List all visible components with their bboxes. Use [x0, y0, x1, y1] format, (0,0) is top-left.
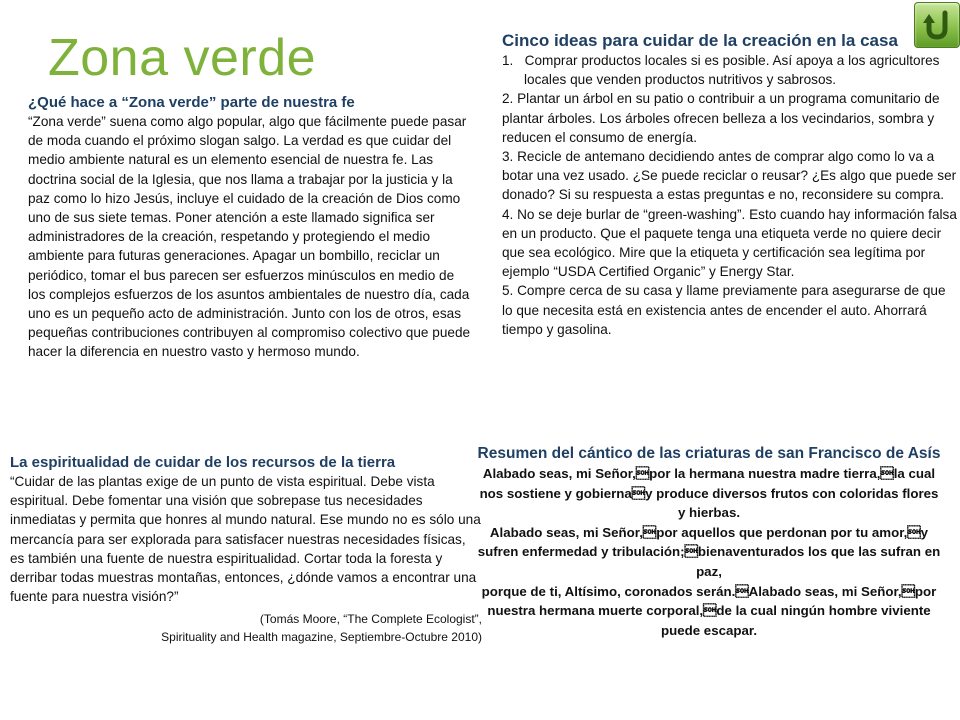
canticle-stanza: Alabado seas, mi Señor,por la hermana nuestra madre tierra,la cual nos sostiene y gobiernay produce diversos frutos con coloridas flores y hierbas.: [479, 466, 939, 521]
ideas-section: [502, 30, 957, 339]
spirituality-quote: “Cuidar de las plantas exige de un punto de vista espiritual. Debe vista espiritual. Debe fomentar una visión que sobrepase tus necesidades inmediatas y permita que honres al mundo natural. Ese mundo no es sólo una mercancía para ser explorada para satisfacer nuestras necesidades físicas, es también una fuente de nuestra espiritualidad. Cortar toda la foresta y derribar todas muestras montañas, entonces, ¿dónde vamos a encontrar una fuente para nuestra visión?”: [10, 474, 481, 605]
canticle-stanza: Alabado seas, mi Señor,por aquellos que perdonan por tu amor,y sufren enfermedad y tribulación;bienaventurados los que las sufran en paz,: [477, 524, 941, 579]
canticle-text: [476, 464, 942, 640]
canticle-heading: Resumen del cántico de las criaturas de san Francisco de Asís: [477, 445, 941, 462]
canticle-stanza: porque de ti, Altísimo, coronados serán.Alabado seas, mi Señor,por nuestra hermana muerte corporal,de la cual ningún hombre viviente puede escapar.: [481, 583, 937, 638]
citation-line: (Tomás Moore, “The Complete Ecologist”,: [259, 612, 482, 627]
idea-item: 1. Comprar productos locales si es posible. Así apoya a los agricultores locales que venden productos nutritivos y sabrosos.: [502, 53, 940, 88]
spirituality-citation: [10, 610, 482, 646]
question-body: “Zona verde” suena como algo popular, algo que fácilmente puede pasar de moda cuando el próximo slogan salgo. La verdad es que cuidar del medio ambiente natural es un elemento esencial de nuestra fe. Las doctrina social de la Iglesia, que nos llama a trabajar por la justicia y la paz como lo hizo Jesús, incluye el cuidado de la creación de Dios como uno de sus siete temas. Poner atención a este llamado significa ser administradores de la creación, respetando y protegiendo el medio ambiente para futuras generaciones. Apagar un bombillo, reciclar un periódico, tomar el bus parecen ser esfuerzos minúsculos en medio de los complejos esfuerzos de los asuntos ambientales de nuestro día, cada uno es un pequeño acto de administración. Junto con los de otros, esas pequeñas contribuciones contribuyen al compromiso colectivo que puede hacer la diferencia en nuestro vasto y hermoso mundo.: [28, 114, 471, 360]
citation-line: Spirituality and Health magazine, Septiembre-Octubre 2010): [161, 630, 482, 645]
question-section: [28, 94, 473, 362]
ideas-list: [502, 51, 957, 339]
idea-item: 5. Compre cerca de su casa y llame previamente para asegurarse de que lo que necesita está en existencia antes de encender el auto. Ahorrará tiempo y gasolina.: [502, 283, 946, 337]
spirituality-section: [10, 454, 482, 646]
spirituality-heading: La espiritualidad de cuidar de los recursos de la tierra: [10, 454, 396, 471]
question-heading: ¿Qué hace a “Zona verde” parte de nuestra fe: [28, 94, 355, 111]
idea-item: 4. No se deje burlar de “green-washing”. Esto cuando hay información falsa en un producto. Que el paquete tenga una etiqueta verde no quiere decir que sea ecológico. Mire que la etiqueta y certificación sea legítima por ejemplo “USDA Certified Organic” y Energy Star.: [502, 206, 957, 280]
ideas-heading: Cinco ideas para cuidar de la creación en la casa: [502, 31, 898, 50]
page-title: Zona verde: [48, 29, 317, 87]
idea-item: 2. Plantar un árbol en su patio o contribuir a un programa comunitario de plantar árboles. Los árboles ofrecen belleza a los vecindarios, sombra y reducen el consumo de energía.: [502, 91, 940, 145]
canticle-section: [476, 444, 942, 640]
idea-item: 3. Recicle de antemano decidiendo antes de comprar algo como lo va a botar una vez usado. ¿Se puede reciclar o reusar? ¿Es algo que puede ser donado? Si su respuesta a estas preguntas e no, reconsidere su compra.: [502, 149, 957, 203]
